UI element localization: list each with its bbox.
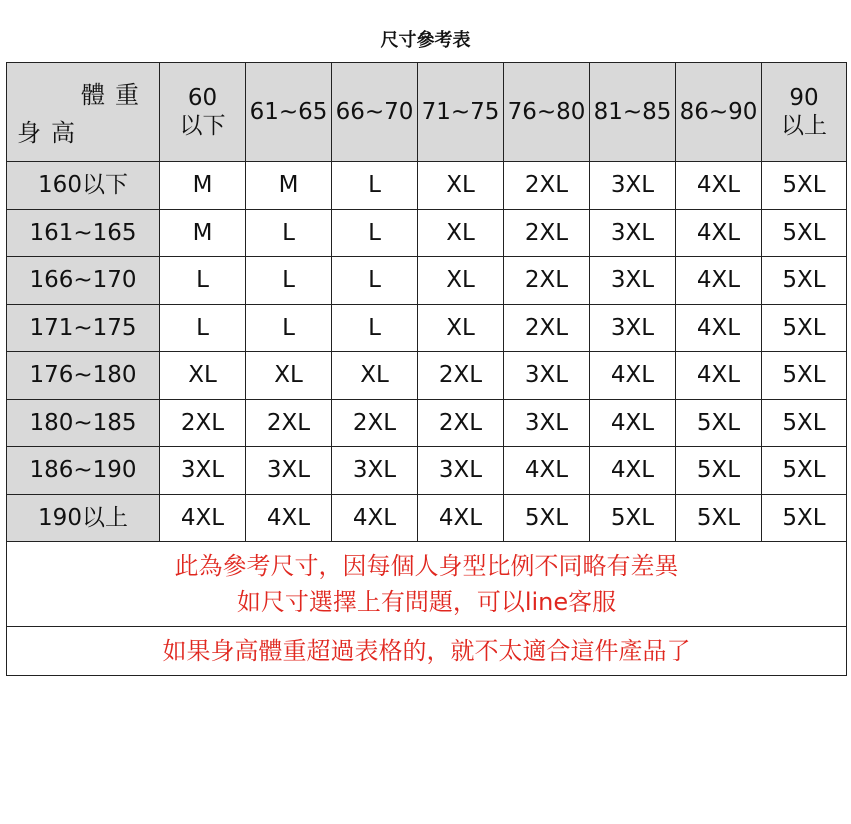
size-cell: L [332,257,418,305]
table-row [7,162,847,210]
size-cell: 3XL [590,162,676,210]
warning-row [7,627,847,676]
note-cell [7,542,847,627]
size-cell: 3XL [504,399,590,447]
table-row [7,494,847,542]
size-cell: 4XL [676,162,762,210]
size-cell: 5XL [676,399,762,447]
size-cell: 4XL [418,494,504,542]
size-cell: 2XL [160,399,246,447]
size-cell: 2XL [332,399,418,447]
size-chart-body [7,63,847,676]
size-cell: 4XL [160,494,246,542]
size-cell: M [246,162,332,210]
header-row [7,63,847,162]
size-cell: 5XL [762,162,847,210]
size-cell: 3XL [590,304,676,352]
size-cell: 3XL [590,257,676,305]
size-cell: 3XL [418,447,504,495]
table-row [7,257,847,305]
size-cell: L [332,209,418,257]
size-cell: 2XL [418,399,504,447]
table-row [7,209,847,257]
size-cell: 2XL [504,257,590,305]
size-cell: 2XL [504,304,590,352]
size-cell: L [160,257,246,305]
weight-header-text: 以上 [781,113,827,139]
size-cell: 4XL [590,447,676,495]
weight-header-text: 81~85 [593,99,672,125]
size-cell: 3XL [160,447,246,495]
height-row-header: 166~170 [7,257,160,305]
height-row-header: 160以下 [7,162,160,210]
size-cell: 5XL [762,209,847,257]
size-cell: 5XL [762,352,847,400]
size-cell: 4XL [676,304,762,352]
table-row [7,304,847,352]
warning-text: 如果身高體重超過表格的，就不太適合這件產品了 [7,627,847,676]
size-cell: 4XL [676,209,762,257]
size-cell: 5XL [676,447,762,495]
weight-header-text: 90 [789,85,819,111]
weight-header-text: 以下 [179,113,226,139]
size-cell: XL [418,209,504,257]
weight-header-text: 71~75 [421,99,500,125]
size-cell: 5XL [590,494,676,542]
size-cell: 5XL [676,494,762,542]
size-cell: 2XL [418,352,504,400]
note-text: 如尺寸選擇上有問題，可以line客服 [236,588,617,616]
height-row-header: 180~185 [7,399,160,447]
weight-column-header [418,63,504,162]
weight-column-header [160,63,246,162]
size-cell: 5XL [504,494,590,542]
size-cell: XL [418,162,504,210]
size-cell: 3XL [590,209,676,257]
table-row [7,352,847,400]
size-cell: L [246,257,332,305]
height-axis-label: 身高 [17,119,85,147]
size-cell: 3XL [504,352,590,400]
size-cell: 4XL [246,494,332,542]
weight-column-header [504,63,590,162]
height-row-header: 186~190 [7,447,160,495]
table-row [7,399,847,447]
size-cell: 4XL [590,399,676,447]
weight-header-text: 60 [187,85,218,111]
weight-column-header [676,63,762,162]
table-row [7,447,847,495]
size-cell: 4XL [590,352,676,400]
size-cell: XL [332,352,418,400]
weight-column-header [332,63,418,162]
height-row-header: 171~175 [7,304,160,352]
size-cell: 4XL [504,447,590,495]
size-cell: 4XL [676,352,762,400]
page-title: 尺寸參考表 [380,30,471,51]
size-cell: 5XL [762,447,847,495]
size-chart-table [6,62,847,676]
weight-header-text: 66~70 [335,99,414,125]
size-cell: 5XL [762,399,847,447]
size-cell: M [160,209,246,257]
height-row-header: 161~165 [7,209,160,257]
corner-header-cell [7,63,160,162]
size-cell: 2XL [504,209,590,257]
size-cell: XL [246,352,332,400]
size-cell: L [332,304,418,352]
weight-header-text: 76~80 [507,99,586,125]
size-cell: L [332,162,418,210]
size-cell: 5XL [762,304,847,352]
size-cell: L [246,209,332,257]
weight-column-header [246,63,332,162]
note-text: 此為參考尺寸，因每個人身型比例不同略有差異 [174,552,679,580]
size-cell: 3XL [332,447,418,495]
size-cell: 5XL [762,494,847,542]
size-cell: 4XL [676,257,762,305]
weight-header-text: 61~65 [249,99,328,125]
size-cell: 2XL [504,162,590,210]
weight-column-header [762,63,847,162]
size-cell: 3XL [246,447,332,495]
weight-header-text: 86~90 [679,99,758,125]
size-cell: M [160,162,246,210]
size-cell: 5XL [762,257,847,305]
note-row [7,542,847,627]
size-cell: 2XL [246,399,332,447]
size-cell: L [246,304,332,352]
size-cell: XL [160,352,246,400]
size-cell: 4XL [332,494,418,542]
weight-axis-label: 體重 [81,81,149,109]
height-row-header: 176~180 [7,352,160,400]
weight-column-header [590,63,676,162]
size-cell: L [160,304,246,352]
size-cell: XL [418,257,504,305]
size-cell: XL [418,304,504,352]
height-row-header: 190以上 [7,494,160,542]
